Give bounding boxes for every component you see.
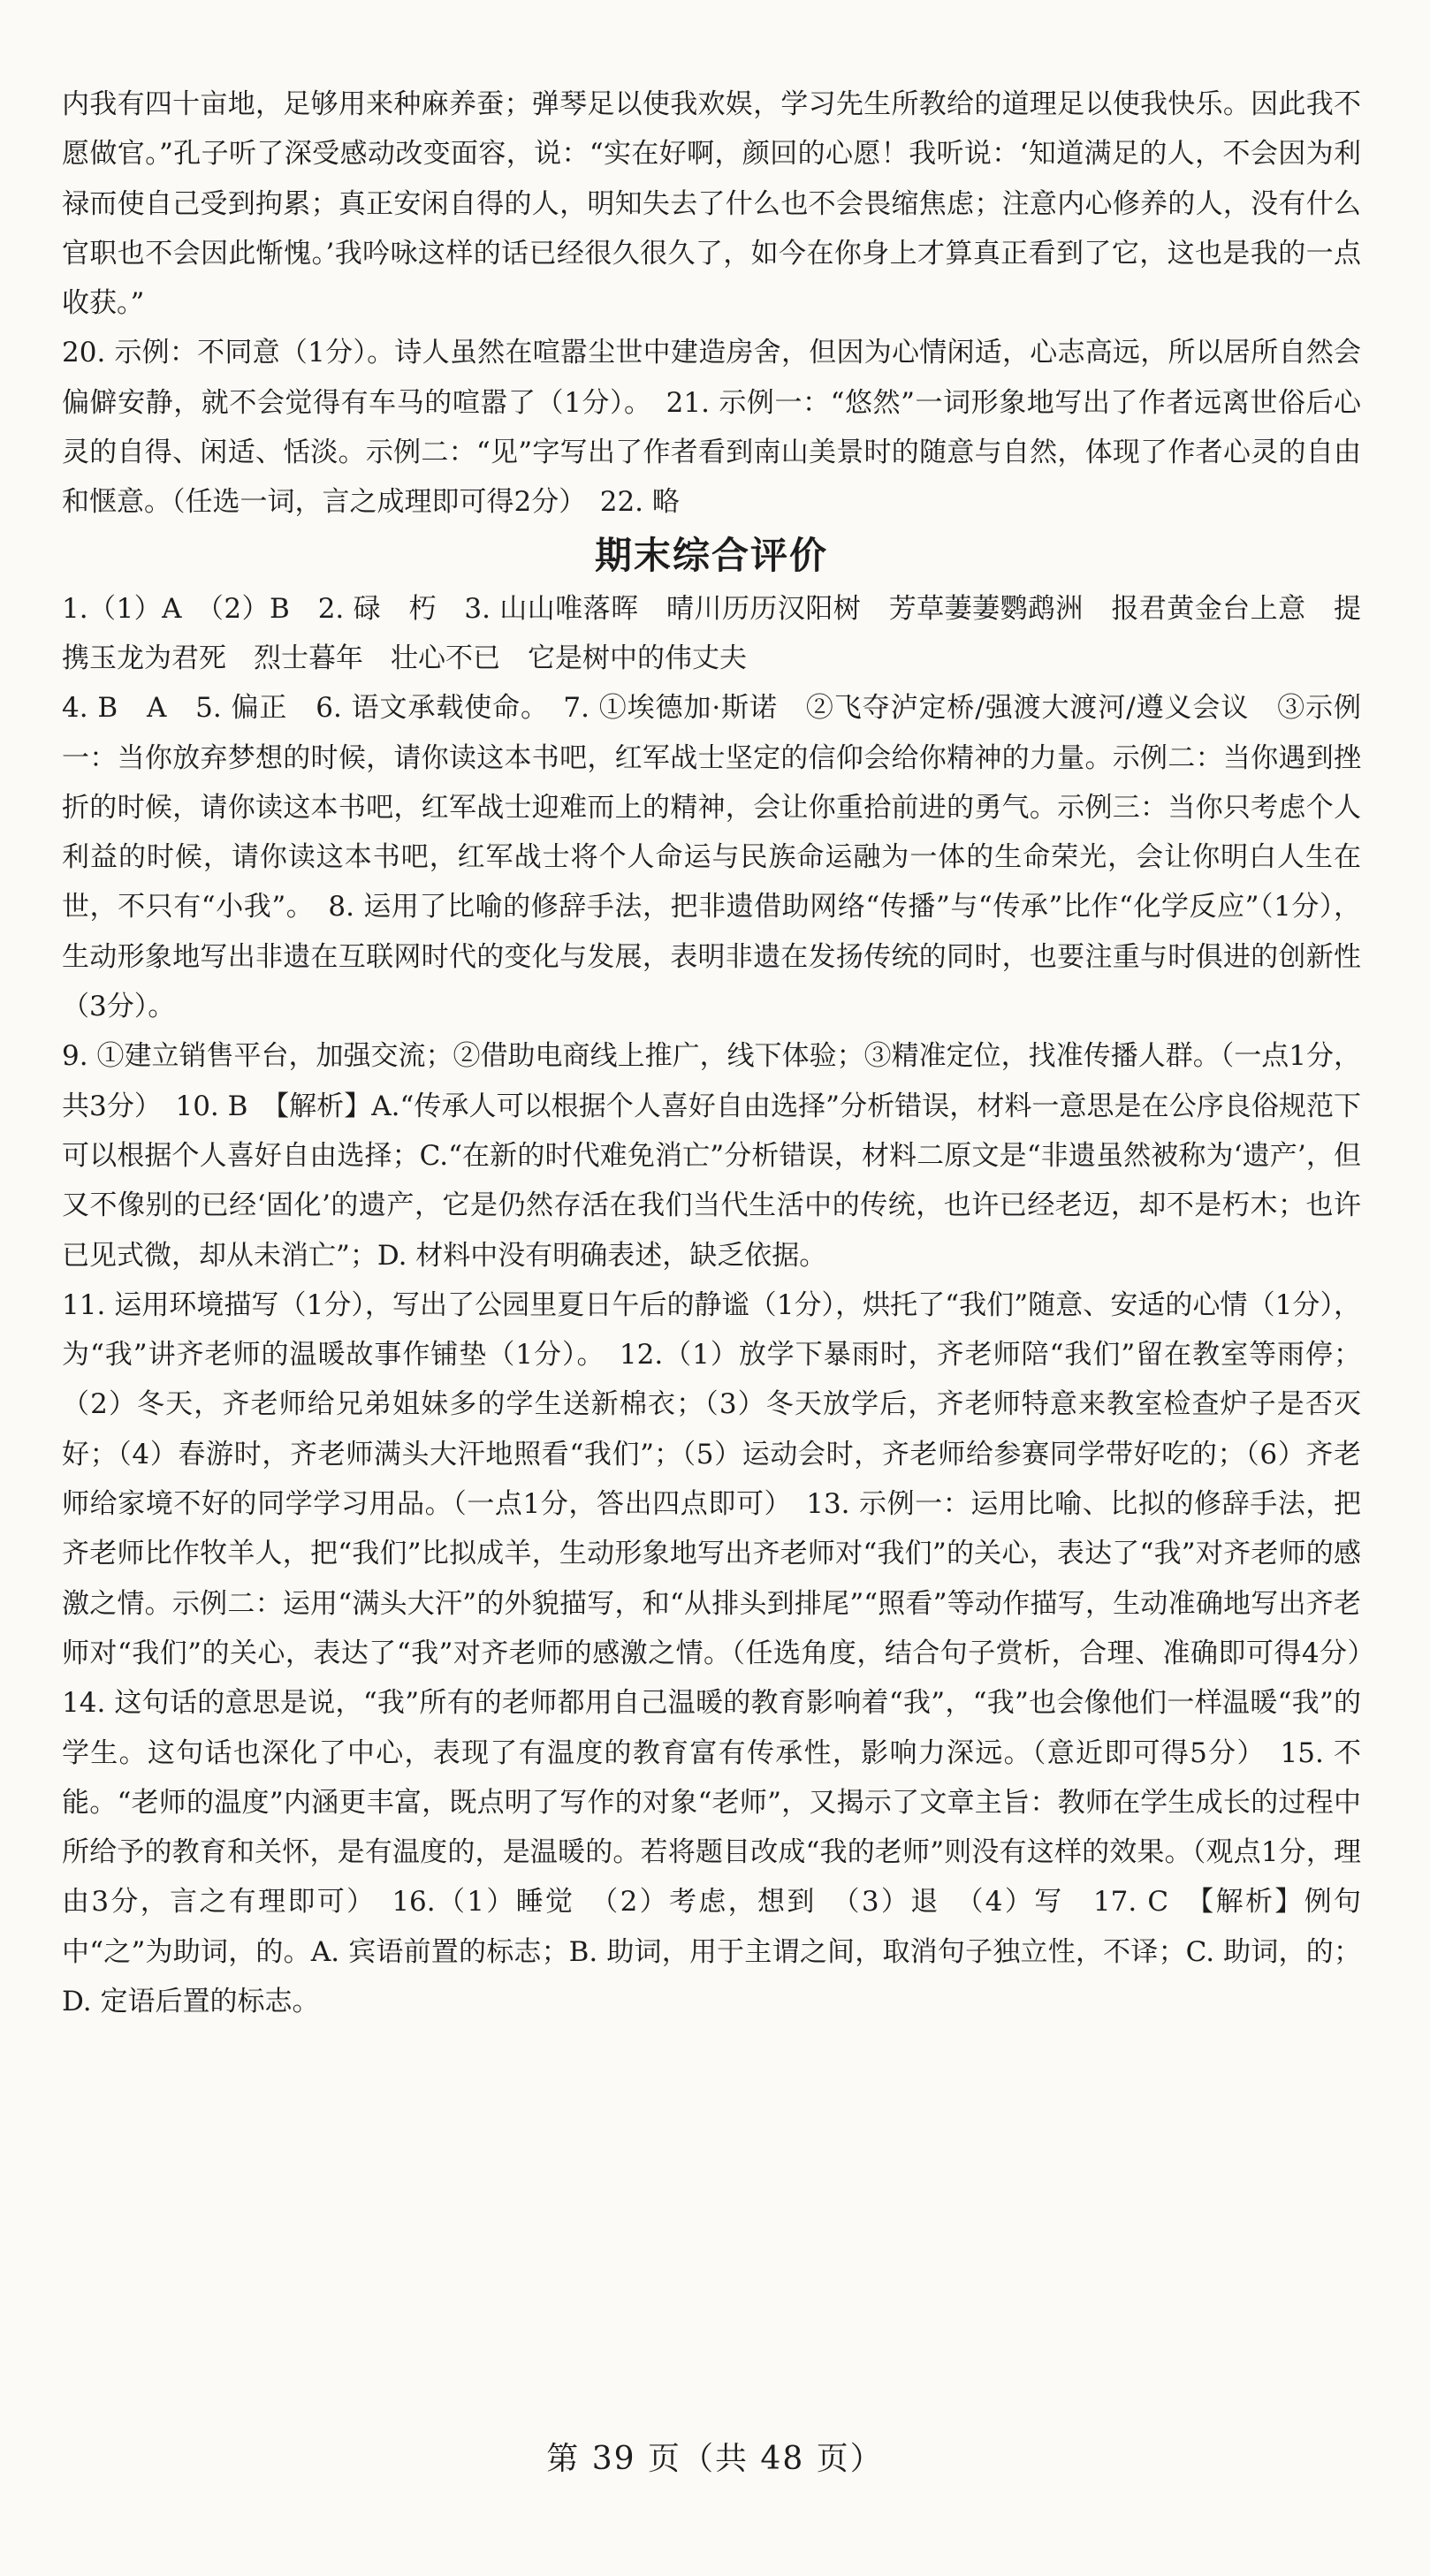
top-answer-block (62, 80, 1361, 528)
answer-paragraph: 内我有四十亩地，足够用来种麻养蚕；弹琴足以使我欢娱，学习先生所教给的道理足以使我快乐。因此我不愿做官。”孔子听了深受感动改变面容，说：“实在好啊，颜回的心愿！我听说：‘知道满足的人，不会因为利禄而使自己受到拘累；真正安闲自得的人，明知失去了什么也不会畏缩焦虑；注意内心修养的人，没有什么官职也不会因此惭愧。’我吟咏这样的话已经很久很久了，如今在你身上才算真正看到了它，这也是我的一点收获。” (62, 88, 1361, 320)
answer-paragraph: 9. ①建立销售平台，加强交流；②借助电商线上推广，线下体验；③精准定位，找准传播人群。（一点1分，共3分） 10. B 【解析】A.“传承人可以根据个人喜好自由选择”分析错误，材料一意思是在公序良俗规范下可以根据个人喜好自由选择；C.“在新的时代难免消亡”分析错误，材料二原文是“非遗虽然被称为‘遗产’，但又不像别的已经‘固化’的遗产，它是仍然存活在我们当代生活中的传统，也许已经老迈，却不是朽木；也许已见式微，却从未消亡”；D. 材料中没有明确表述，缺乏依据。 (62, 1040, 1361, 1272)
section-title: 期末综合评价 (594, 533, 828, 577)
page-number-footer: 第 39 页（共 48 页） (546, 2441, 884, 2477)
answer-paragraph: 1.（1）A （2）B 2. 碌 朽 3. 山山唯落晖 晴川历历汉阳树 芳草萋萋鹦鹉洲 报君黄金台上意 提携玉龙为君死 烈士暮年 壮心不已 它是树中的伟丈夫 (62, 592, 1361, 674)
answer-paragraph: 20. 示例：不同意（1分）。诗人虽然在喧嚣尘世中建造房舍，但因为心情闲适，心志高远，所以居所自然会偏僻安静，就不会觉得有车马的喧嚣了（1分）。 21. 示例一：“悠然”一词形象地写出了作者远离世俗后心灵的自得、闲适、恬淡。示例二：“见”字写出了作者看到南山美景时的随意与自然，体现了作者心灵的自由和惬意。（任选一词，言之成理即可得2分） 22. 略 (62, 337, 1361, 519)
answer-paragraph: 11. 运用环境描写（1分），写出了公园里夏日午后的静谧（1分），烘托了“我们”随意、安适的心情（1分），为“我”讲齐老师的温暖故事作铺垫（1分）。 12.（1）放学下暴雨时，齐老师陪“我们”留在教室等雨停；（2）冬天，齐老师给兄弟姐妹多的学生送新棉衣；（3）冬天放学后，齐老师特意来教室检查炉子是否灭好；（4）春游时，齐老师满头大汗地照看“我们”；（5）运动会时，齐老师给参赛同学带好吃的；（6）齐老师给家境不好的同学学习用品。（一点1分，答出四点即可） 13. 示例一：运用比喻、比拟的修辞手法，把齐老师比作牧羊人，把“我们”比拟成羊，生动形象地写出齐老师对“我们”的关心，表达了“我”对齐老师的感激之情。示例二：运用“满头大汗”的外貌描写，和“从排头到排尾”“照看”等动作描写，生动准确地写出齐老师对“我们”的关心，表达了“我”对齐老师的感激之情。（任选角度，结合句子赏析，合理、准确即可得4分） 14. 这句话的意思是说，“我”所有的老师都用自己温暖的教育影响着“我”，“我”也会像他们一样温暖“我”的学生。这句话也深化了中心，表现了有温度的教育富有传承性，影响力深远。（意近即可得5分） 15. 不能。“老师的温度”内涵更丰富，既点明了写作的对象“老师”，又揭示了文章主旨：教师在学生成长的过程中所给予的教育和关怀，是有温度的，是温暖的。若将题目改成“我的老师”则没有这样的效果。（观点1分，理由3分，言之有理即可） 16.（1）睡觉 （2）考虑，想到 （3）退 （4）写 17. C 【解析】例句中“之”为助词，的。A. 宾语前置的标志；B. 助词，用于主谓之间，取消句子独立性，不译；C. 助词，的；D. 定语后置的标志。 (62, 1288, 1388, 2017)
answer-paragraph: 4. B A 5. 偏正 6. 语文承载使命。 7. ①埃德加·斯诺 ②飞夺泸定桥/强渡大渡河/遵义会议 ③示例一：当你放弃梦想的时候，请你读这本书吧，红军战士坚定的信仰会给你精神的力量。示例二：当你遇到挫折的时候，请你读这本书吧，红军战士迎难而上的精神，会让你重拾前进的勇气。示例三：当你只考虑个人利益的时候，请你读这本书吧，红军战士将个人命运与民族命运融为一体的生命荣光，会让你明白人生在世，不只有“小我”。 8. 运用了比喻的修辞手法，把非遗借助网络“传播”与“传承”比作“化学反应”（1分），生动形象地写出非遗在互联网时代的变化与发展，表明非遗在发扬传统的同时，也要注重与时俱进的创新性（3分）。 (62, 692, 1361, 1023)
section-answer-block (62, 584, 1388, 2027)
